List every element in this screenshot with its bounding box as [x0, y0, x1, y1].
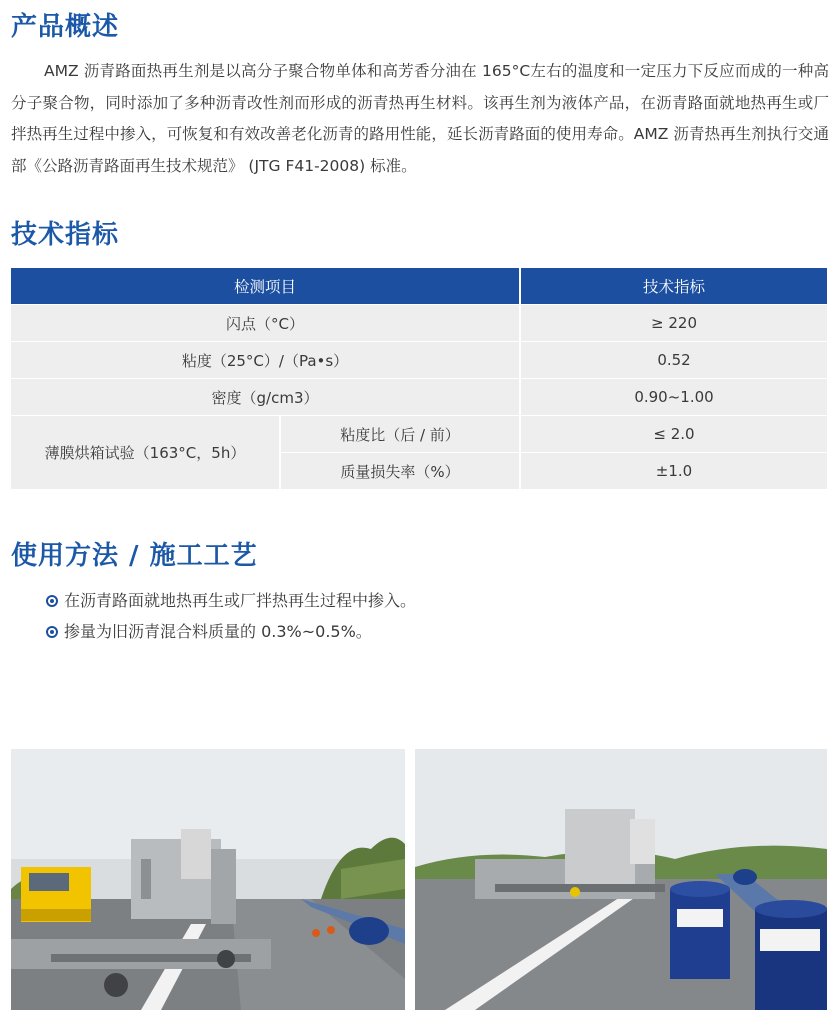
row-item: 闪点（°C） — [11, 304, 521, 341]
circle-bullet-icon — [46, 626, 58, 638]
asphalt-barrels-photo — [415, 749, 827, 1010]
usage-title: 使用方法 / 施工工艺 — [11, 541, 258, 571]
usage-list — [46, 585, 416, 647]
table-row — [11, 304, 827, 341]
specs-title: 技术指标 — [11, 220, 120, 250]
construction-photo-right — [415, 749, 827, 1010]
table-row — [11, 341, 827, 378]
road-paving-photo — [11, 749, 405, 1010]
row-value: ±1.0 — [521, 452, 827, 489]
row-item: 粘度（25°C）/（Pa•s） — [11, 341, 521, 378]
circle-bullet-icon — [46, 595, 58, 607]
list-item — [46, 616, 416, 647]
row-value: 0.90~1.00 — [521, 378, 827, 415]
spec-table-header-row — [11, 268, 827, 304]
row-item: 密度（g/cm3） — [11, 378, 521, 415]
group-label: 薄膜烘箱试验（163°C，5h） — [11, 415, 281, 489]
overview-title: 产品概述 — [11, 12, 120, 42]
row-item: 质量损失率（%） — [281, 452, 521, 489]
table-row — [11, 415, 827, 452]
list-item-text: 在沥青路面就地热再生或厂拌热再生过程中掺入。 — [64, 591, 417, 610]
row-item: 粘度比（后 / 前） — [281, 415, 521, 452]
header-spec-value: 技术指标 — [521, 268, 827, 304]
table-row — [11, 378, 827, 415]
row-value: ≥ 220 — [521, 304, 827, 341]
construction-photo-left — [11, 749, 405, 1010]
spec-table — [11, 268, 827, 489]
row-value: ≤ 2.0 — [521, 415, 827, 452]
list-item — [46, 585, 416, 616]
list-item-text: 掺量为旧沥青混合料质量的 0.3%~0.5%。 — [64, 622, 372, 641]
row-value: 0.52 — [521, 341, 827, 378]
overview-paragraph: AMZ 沥青路面热再生剂是以高分子聚合物单体和高芳香分油在 165°C左右的温度和一定压力下反应而成的一种高分子聚合物，同时添加了多种沥青改性剂而形成的沥青热再生材料。该再生剂为液体产品，在沥青路面就地热再生或厂拌热再生过程中掺入，可恢复和有效改善老化沥青的路用性能，延长沥青路面的使用寿命。AMZ 沥青热再生剂执行交通部《公路沥青路面再生技术规范》 (JTG F41-2008) 标准。 — [11, 62, 829, 175]
header-test-item: 检测项目 — [11, 268, 521, 304]
